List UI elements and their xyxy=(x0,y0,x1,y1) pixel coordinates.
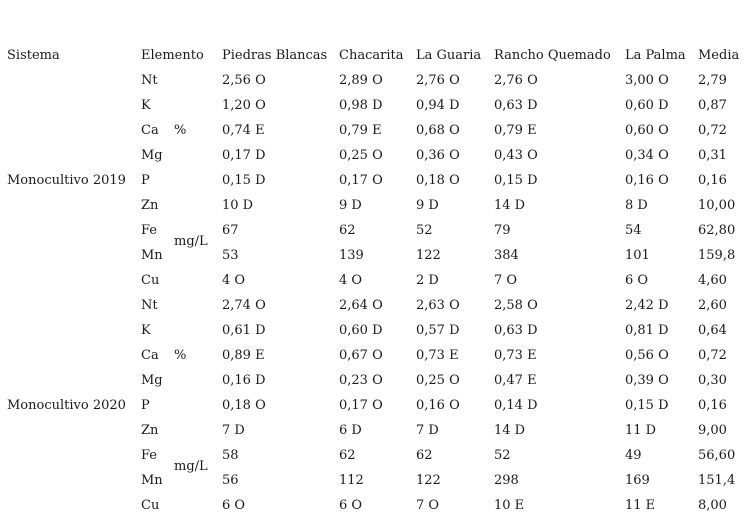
table-cell: 0,72 xyxy=(698,123,727,138)
table-cell: 9,00 xyxy=(698,423,727,438)
table-cell: 0,16 xyxy=(698,398,727,413)
table-cell: 0,61 D xyxy=(222,323,266,338)
element-label: Cu xyxy=(141,273,160,288)
table-cell: 2,58 O xyxy=(494,298,538,313)
table-cell: 0,94 D xyxy=(416,98,460,113)
table-cell: 1,20 O xyxy=(222,98,266,113)
table-cell: 298 xyxy=(494,473,519,488)
header-chacarita: Chacarita xyxy=(339,48,404,63)
header-elemento: Elemento xyxy=(141,48,204,63)
table-cell: 62 xyxy=(339,448,356,463)
table-cell: 10 E xyxy=(494,498,525,513)
table-cell: 4 O xyxy=(339,273,363,288)
element-label: Nt xyxy=(141,298,158,313)
table-cell: 4,60 xyxy=(698,273,727,288)
table-cell: 9 D xyxy=(416,198,439,213)
element-label: Ca xyxy=(141,348,159,363)
table-cell: 0,81 D xyxy=(625,323,669,338)
element-label: Nt xyxy=(141,73,158,88)
table-cell: 6 O xyxy=(339,498,363,513)
table-cell: 7 O xyxy=(494,273,518,288)
header-piedras-blancas: Piedras Blancas xyxy=(222,48,328,63)
table-cell: 0,31 xyxy=(698,148,727,163)
element-label: K xyxy=(141,98,151,113)
element-label: Mg xyxy=(141,148,163,163)
table-cell: 0,98 D xyxy=(339,98,383,113)
table-cell: 0,23 O xyxy=(339,373,383,388)
table-cell: 101 xyxy=(625,248,650,263)
table-cell: 62 xyxy=(339,223,356,238)
table-cell: 0,63 D xyxy=(494,98,538,113)
table-cell: 384 xyxy=(494,248,519,263)
table-cell: 4 O xyxy=(222,273,246,288)
table-cell: 0,89 E xyxy=(222,348,265,363)
table-cell: 0,18 O xyxy=(416,173,460,188)
table-cell: 0,36 O xyxy=(416,148,460,163)
element-label: Fe xyxy=(141,223,158,238)
header-sistema: Sistema xyxy=(7,48,60,63)
header-media: Media xyxy=(698,48,740,63)
table-cell: 0,14 D xyxy=(494,398,538,413)
table-cell: 0,72 xyxy=(698,348,727,363)
table-cell: 62 xyxy=(416,448,433,463)
table-cell: 0,64 xyxy=(698,323,727,338)
table-cell: 11 D xyxy=(625,423,657,438)
table-cell: 0,15 D xyxy=(494,173,538,188)
table-cell: 7 O xyxy=(416,498,440,513)
table-cell: 159,8 xyxy=(698,248,736,263)
table-cell: 0,16 O xyxy=(625,173,669,188)
table-cell: 0,16 D xyxy=(222,373,266,388)
table-cell: 0,15 D xyxy=(625,398,669,413)
table-cell: 0,56 O xyxy=(625,348,669,363)
table-cell: 2,76 O xyxy=(494,73,538,88)
table-cell: 0,18 O xyxy=(222,398,266,413)
table-cell: 169 xyxy=(625,473,650,488)
table-cell: 0,67 O xyxy=(339,348,383,363)
header-rancho-quemado: Rancho Quemado xyxy=(494,48,611,63)
table-cell: 7 D xyxy=(416,423,439,438)
table-cell: 8 D xyxy=(625,198,648,213)
table-cell: 2,76 O xyxy=(416,73,460,88)
table-cell: 0,60 D xyxy=(339,323,383,338)
header-la-guaria: La Guaria xyxy=(416,48,482,63)
unit-label: % xyxy=(174,123,187,138)
table-cell: 52 xyxy=(494,448,511,463)
table-cell: 0,87 xyxy=(698,98,727,113)
table-cell: 0,15 D xyxy=(222,173,266,188)
table-cell: 2,79 xyxy=(698,73,727,88)
table-cell: 10,00 xyxy=(698,198,736,213)
table-cell: 0,34 O xyxy=(625,148,669,163)
table-cell: 14 D xyxy=(494,198,526,213)
table-cell: 122 xyxy=(416,248,441,263)
table-cell: 2,89 O xyxy=(339,73,383,88)
table-cell: 7 D xyxy=(222,423,245,438)
table-cell: 14 D xyxy=(494,423,526,438)
table-cell: 0,25 O xyxy=(416,373,460,388)
table-cell: 0,39 O xyxy=(625,373,669,388)
table-cell: 2,56 O xyxy=(222,73,266,88)
table-cell: 0,16 xyxy=(698,173,727,188)
table-cell: 0,17 O xyxy=(339,173,383,188)
table-cell: 139 xyxy=(339,248,364,263)
table-cell: 0,47 E xyxy=(494,373,537,388)
unit-label: % xyxy=(174,348,187,363)
element-label: Cu xyxy=(141,498,160,513)
element-label: Mg xyxy=(141,373,163,388)
table-cell: 0,73 E xyxy=(416,348,459,363)
table-cell: 112 xyxy=(339,473,364,488)
table-cell: 0,79 E xyxy=(494,123,537,138)
table-cell: 9 D xyxy=(339,198,362,213)
table-cell: 0,68 O xyxy=(416,123,460,138)
table-cell: 0,43 O xyxy=(494,148,538,163)
table-cell: 0,16 O xyxy=(416,398,460,413)
table-cell: 2,63 O xyxy=(416,298,460,313)
table-cell: 0,25 O xyxy=(339,148,383,163)
table-cell: 0,30 xyxy=(698,373,727,388)
element-label: Mn xyxy=(141,248,163,263)
element-label: K xyxy=(141,323,151,338)
unit-label: mg/L xyxy=(174,234,208,249)
element-label: Zn xyxy=(141,198,159,213)
table-cell: 11 E xyxy=(625,498,656,513)
element-label: Fe xyxy=(141,448,158,463)
table-cell: 0,17 D xyxy=(222,148,266,163)
system-label: Monocultivo 2019 xyxy=(7,173,126,188)
table-cell: 2 D xyxy=(416,273,439,288)
element-label: Zn xyxy=(141,423,159,438)
header-la-palma: La Palma xyxy=(625,48,686,63)
table-cell: 6 O xyxy=(625,273,649,288)
table-cell: 53 xyxy=(222,248,239,263)
table-cell: 0,79 E xyxy=(339,123,382,138)
table-cell: 49 xyxy=(625,448,642,463)
table-cell: 0,74 E xyxy=(222,123,265,138)
table-cell: 0,73 E xyxy=(494,348,537,363)
table-cell: 151,4 xyxy=(698,473,736,488)
table-cell: 2,42 D xyxy=(625,298,669,313)
element-label: Mn xyxy=(141,473,163,488)
table-cell: 54 xyxy=(625,223,642,238)
table-cell: 6 O xyxy=(222,498,246,513)
table-cell: 122 xyxy=(416,473,441,488)
table-cell: 58 xyxy=(222,448,239,463)
table-cell: 2,74 O xyxy=(222,298,266,313)
table-cell: 3,00 O xyxy=(625,73,669,88)
table-cell: 0,60 O xyxy=(625,123,669,138)
table-cell: 2,64 O xyxy=(339,298,383,313)
table-cell: 0,57 D xyxy=(416,323,460,338)
unit-label: mg/L xyxy=(174,459,208,474)
system-label: Monocultivo 2020 xyxy=(7,398,126,413)
table-cell: 0,60 D xyxy=(625,98,669,113)
element-label: P xyxy=(141,173,150,188)
table-cell: 67 xyxy=(222,223,239,238)
table-cell: 52 xyxy=(416,223,433,238)
table-cell: 2,60 xyxy=(698,298,727,313)
table-cell: 56,60 xyxy=(698,448,736,463)
table-cell: 6 D xyxy=(339,423,362,438)
element-label: Ca xyxy=(141,123,159,138)
element-label: P xyxy=(141,398,150,413)
table-cell: 0,63 D xyxy=(494,323,538,338)
table-cell: 56 xyxy=(222,473,239,488)
table-cell: 10 D xyxy=(222,198,254,213)
table-cell: 79 xyxy=(494,223,511,238)
table-cell: 62,80 xyxy=(698,223,736,238)
table-cell: 0,17 O xyxy=(339,398,383,413)
table-cell: 8,00 xyxy=(698,498,727,513)
